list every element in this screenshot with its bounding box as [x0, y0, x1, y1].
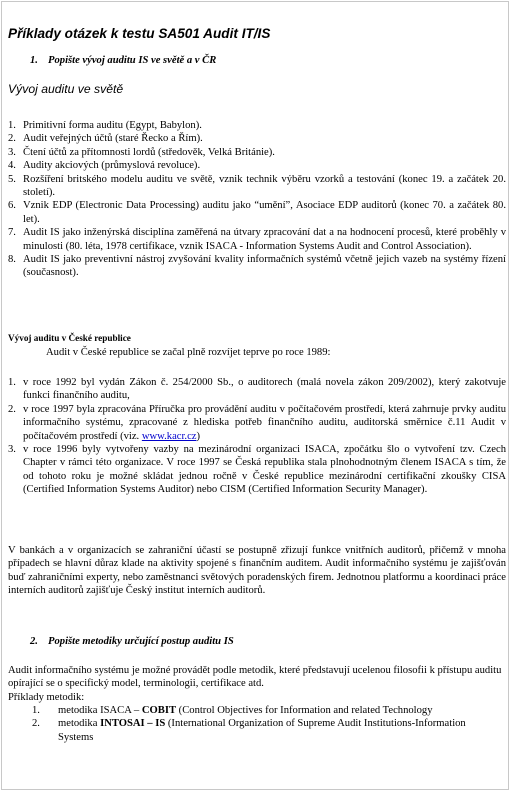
list-item: 1. v roce 1992 byl vydán Zákon č. 254/2000 Sb., o auditorech (malá novela zákon 209/2002), který zakotvuje funkci finančního auditu,	[8, 377, 506, 402]
banks-paragraph: V bankách a v organizacích se zahraniční účastí se postupně zřizují funkce vnitřních auditorů, přičemž v mnoha případech se hlavní důraz klade na aktivity spojené s finančním auditem. Audit informačního systému je zajišťován buď zahraničními experty, nebo zaměstnanci světových poradenských firem. Jednotnou platformu a koordinaci práce interních auditorů zajišťuje Český institut interních auditorů.	[8, 545, 506, 597]
question-2-number: 2.	[30, 636, 38, 647]
list-item: 5. Rozšíření britského modelu auditu ve světě, vznik technik výběru vzorků a testování (konec 19. a začátek 20. století).	[8, 173, 506, 199]
list-item: 2. metodika INTOSAI – IS (International Organization of Supreme Audit Institutions-Information Systems	[32, 718, 466, 743]
list-item: 1. metodika ISACA – COBIT (Control Objectives for Information and related Technology	[32, 705, 433, 716]
methods-examples-label: Příklady metodik:	[8, 692, 85, 703]
list-item: 1. Primitivní forma auditu (Egypt, Babylon).	[8, 120, 202, 131]
czech-intro: Audit v České republice se začal plně rozvíjet teprve po roce 1989:	[46, 347, 331, 358]
methods-list	[32, 704, 502, 744]
question-1-heading	[30, 54, 216, 67]
question-1-number: 1.	[30, 55, 38, 66]
document-page	[1, 1, 509, 790]
list-item: 7. Audit IS jako inženýrská disciplína zaměřená na útvary zpracování dat a na hodnocení procesů, které proběhly v minulosti (80. léta, 1978 certifikace, vznik ISACA - Information Systems Audit and Control Association).	[8, 227, 506, 252]
question-2-heading	[30, 635, 234, 648]
list-item: 2. v roce 1997 byla zpracována Příručka pro provádění auditu v počítačovém prostředí, která zahrnuje prvky auditu informačního systému, zpracované z hlediska potřeb finančního auditu, auditorská směrnice č.11 Audit v počítačovém prostředí (viz. www.kacr.cz)	[8, 403, 506, 442]
world-history-list	[8, 119, 506, 280]
list-item: 3. v roce 1996 byly vytvořeny vazby na mezinárodní organizaci ISACA, zpočátku šlo o vytvoření tzv. Czech Chapter v rámci této organizace. V roce 1997 se Česká republika stala plnohodnotným členem ISACA s tím, že od tohoto roku je možné skládat jednou ročně v České republice mezinárodní certifikační zkoušky CISA (Certified Information Systems Auditor) nebo CISM (Certified Information Security Manager).	[8, 444, 506, 496]
list-item: 8. Audit IS jako preventivní nástroj zvyšování kvality informačních systémů včetně jejich vazeb na systémy řízení (současnost).	[8, 254, 506, 279]
list-item: 4. Audity akciových (průmyslová revoluce).	[8, 160, 201, 172]
list-item: 2. Audit veřejných účtů (staré Řecko a Řím).	[8, 133, 203, 145]
document-title: Příklady otázek k testu SA501 Audit IT/IS	[8, 26, 271, 41]
kacr-link[interactable]: www.kacr.cz	[141, 430, 197, 442]
world-heading: Vývoj auditu ve světě	[8, 82, 124, 96]
question-2-text: Popište metodiky určující postup auditu IS	[48, 636, 234, 647]
methods-paragraph: Audit informačního systému je možné provádět podle metodik, které představují ucelenou filosofii k přístupu auditu opírající se o specifický model, terminologii, certifikace atd.	[8, 665, 502, 690]
czech-heading: Vývoj auditu v České republice	[8, 333, 131, 343]
question-1-text: Popište vývoj auditu IS ve světě a v ČR	[48, 55, 217, 66]
list-item: 6. Vznik EDP (Electronic Data Processing) auditu jako “umění”, Asociace EDP auditorů (konec 70. a začátek 80. let).	[8, 200, 506, 225]
czech-history-list	[8, 376, 506, 497]
list-item: 3. Čtení účtů za přítomnosti lordů (středověk, Velká Británie).	[8, 146, 275, 158]
